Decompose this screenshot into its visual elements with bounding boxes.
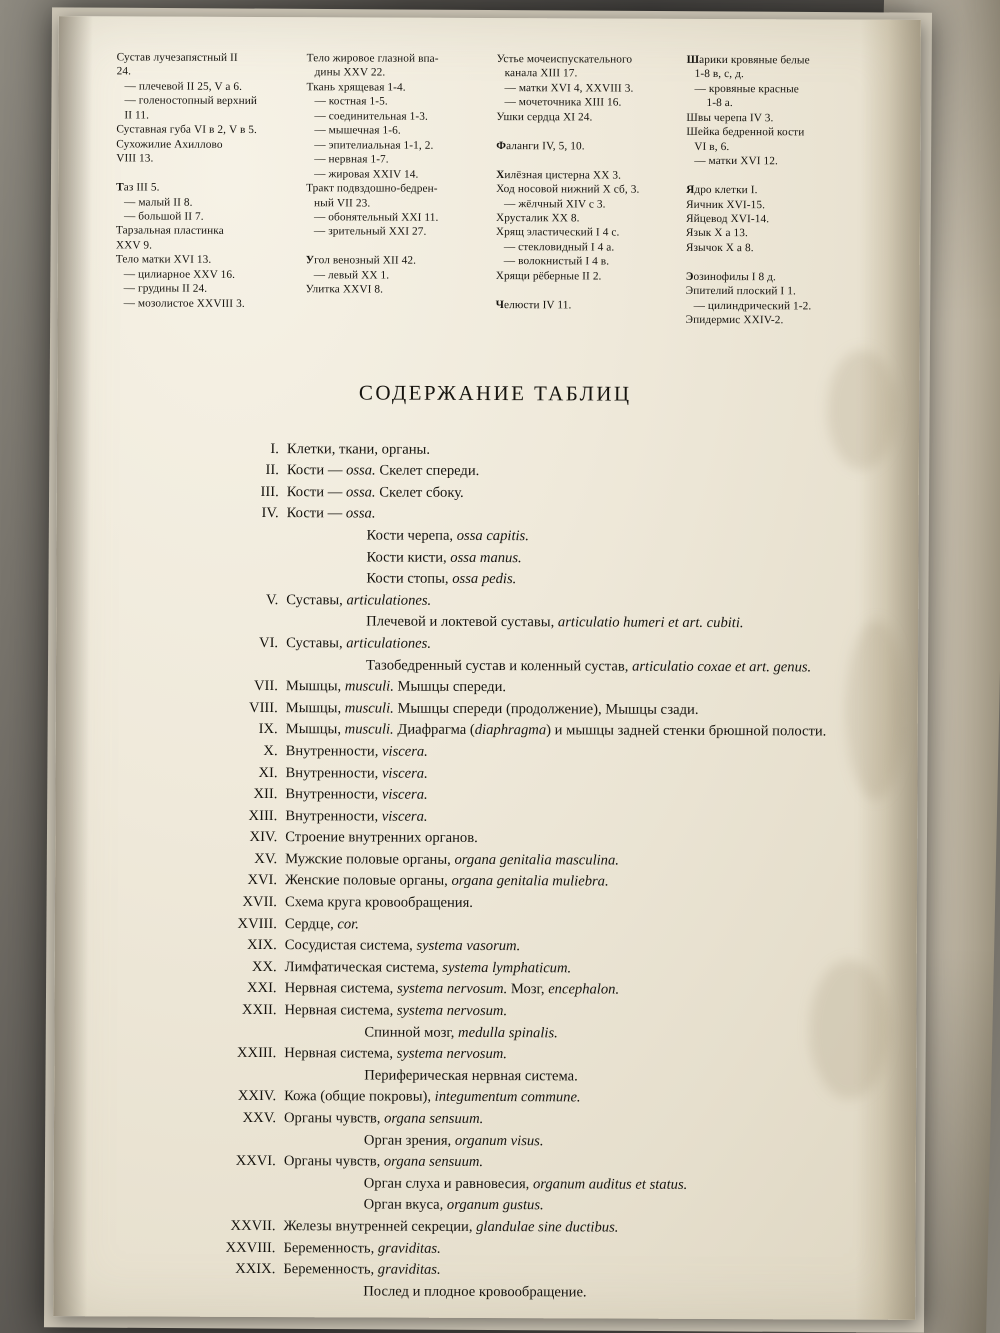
index-entry: — мочеточника XIII 16.	[504, 96, 622, 109]
toc-row	[204, 1043, 872, 1068]
index-entry: II 11.	[124, 109, 150, 122]
toc-row	[204, 1173, 872, 1198]
toc-row-number: VIII.	[249, 699, 278, 716]
toc-row-number: XIV.	[249, 829, 278, 846]
index-letter-lead: Х	[496, 168, 505, 181]
toc-row-number: XII.	[253, 786, 278, 803]
index-entry: 1-8 а.	[706, 97, 733, 110]
index-entry: — соединительная 1-3.	[314, 110, 428, 123]
toc-row-number: XVI.	[247, 872, 278, 889]
index-entry: — плечевой II 25, V а 6.	[124, 80, 243, 93]
index-entry	[496, 153, 676, 168]
page-content	[111, 50, 876, 1305]
index-entry: — грудины II 24.	[123, 282, 208, 296]
toc-row-text: Кости — ossa. Скелет сбоку.	[286, 483, 464, 501]
index-entry: — костная 1-5.	[314, 95, 388, 108]
toc-row-text: Беременность, graviditas.	[283, 1261, 441, 1278]
toc-row-text: Схема круга кровообращения.	[284, 894, 473, 912]
toc-row-text: Спинной мозг, medulla spinalis.	[364, 1024, 558, 1041]
toc-row	[207, 460, 875, 485]
page-gutter-shadow	[53, 16, 93, 1316]
toc-row-text: Мышцы, musculi. Мышцы спереди (продолжение), Мышцы сзади.	[285, 699, 699, 718]
toc-row-number: XXIII.	[236, 1045, 277, 1062]
toc-row-text: Кожа (общие покровы), integumentum commune.	[284, 1088, 581, 1106]
book-page	[53, 16, 921, 1320]
toc-row	[204, 1129, 872, 1154]
toc-row-number: XVIII.	[237, 915, 277, 932]
index-entry: Тракт подвздошно-бедрен-	[306, 182, 438, 195]
toc-row	[206, 590, 874, 615]
toc-row-number: XXI.	[246, 980, 277, 997]
index-entry: — цилиндрический 1-2.	[693, 299, 812, 313]
toc-row	[207, 525, 875, 550]
toc-row-text: Кости — ossa. Скелет спереди.	[286, 462, 480, 480]
toc-row	[206, 654, 874, 679]
index-entry	[116, 166, 296, 181]
index-entry: Сухожилие Ахиллово	[116, 138, 223, 151]
toc-row-text: Орган вкуса, organum gustus.	[363, 1196, 544, 1214]
index-entry: Суставная губа VI в 2, V в 5.	[116, 123, 258, 137]
index-entry: — стекловидный I 4 а.	[503, 240, 615, 254]
toc-row-text: Периферическая нервная система.	[364, 1067, 578, 1085]
index-entry: Устье мочеиспускательного	[496, 53, 633, 66]
toc-row-text: Нервная система, systema nervosum.	[284, 1045, 507, 1063]
toc-row-number: XI.	[258, 764, 278, 781]
toc-row-text: Суставы, articulationes.	[286, 591, 432, 609]
toc-row-text: Мужские половые органы, organa genitalia masculina.	[285, 851, 619, 869]
toc-row	[204, 1065, 872, 1090]
toc-row-number: X.	[263, 742, 278, 760]
toc-row-number: VI.	[259, 634, 279, 652]
toc-row-number: XXVI.	[235, 1153, 276, 1170]
toc-row-text: Органы чувств, organa sensuum.	[283, 1153, 484, 1171]
index-entry: — кровяные красные	[694, 82, 799, 96]
index-entry: Хрящи рёберные II 2.	[495, 269, 602, 283]
toc-row-number: XXV.	[242, 1109, 277, 1127]
toc-row-text: Орган зрения, organum visus.	[363, 1132, 544, 1149]
toc-row-number: III.	[260, 483, 279, 500]
index-entry: VI в, 6.	[694, 140, 730, 153]
toc-row	[205, 870, 873, 895]
index-entry: — голеностопный верхний	[124, 94, 258, 108]
index-entry: 24.	[116, 65, 132, 78]
toc-row	[204, 1151, 872, 1176]
index-letter-lead: Я	[686, 183, 695, 196]
toc-row	[206, 633, 874, 658]
toc-row-number: XIX.	[247, 937, 277, 954]
toc-row	[204, 1000, 872, 1025]
index-entry: Хрусталик XX 8.	[495, 212, 580, 225]
toc-row-text: Мышцы, musculi. Мышцы спереди.	[285, 678, 507, 696]
toc-row-number: XXIX.	[235, 1261, 276, 1278]
index-entry: Эозинофилы I 8 д.	[685, 270, 777, 284]
toc-row	[204, 1194, 872, 1219]
toc-row	[207, 438, 875, 463]
index-column-3	[495, 52, 686, 327]
toc-row-text: Нервная система, systema nervosum.	[284, 1002, 508, 1020]
index-entry: Улитка XXVI 8.	[305, 283, 384, 296]
toc-row-number: VII.	[253, 678, 278, 695]
index-columns	[115, 50, 876, 328]
index-entry: Тело жировое глазной впа-	[306, 52, 439, 65]
index-entry: Челюсти IV 11.	[495, 298, 572, 312]
index-entry: — эпителиальная 1-1, 2.	[314, 138, 434, 152]
toc-row	[205, 784, 873, 809]
toc-row-number: V.	[265, 591, 279, 608]
index-entry: — обонятельный XXI 11.	[313, 211, 439, 224]
toc-row-number: IX.	[258, 721, 278, 738]
toc-row-text: Суставы, articulationes.	[286, 635, 432, 652]
index-entry: — матки XVI 12.	[694, 155, 778, 168]
toc-row	[206, 568, 874, 593]
toc-row-text: Плечевой и локтевой суставы, articulatio humeri et art. cubiti.	[366, 613, 744, 632]
toc-row-number: XV.	[254, 850, 278, 867]
index-entry: Яйцевод XVI-14.	[685, 212, 770, 226]
toc-row	[203, 1259, 871, 1284]
index-entry: — матки XVI 4, XXVIII 3.	[504, 81, 634, 95]
toc-row	[207, 503, 875, 528]
toc-row-text: Тазобедренный сустав и коленный сустав, articulatio coxae et art. genus.	[365, 657, 812, 675]
index-letter-lead: Э	[685, 270, 694, 283]
index-entry: — большой II 7.	[123, 210, 204, 223]
index-column-4	[685, 53, 876, 328]
toc-row	[204, 1108, 872, 1133]
toc-row-text: Лимфатическая система, systema lymphaticum.	[284, 958, 572, 977]
index-letter-lead: Ч	[495, 298, 505, 311]
toc-row-number: XXVIII.	[225, 1239, 276, 1256]
index-entry	[496, 283, 676, 298]
toc-row	[205, 849, 873, 874]
toc-row-text: Внутренности, viscera.	[285, 743, 428, 760]
index-letter-lead: У	[305, 254, 315, 267]
page-title: СОДЕРЖАНИЕ ТАБЛИЦ	[358, 380, 632, 406]
index-entry: — нервная 1-7.	[314, 153, 389, 166]
toc-row-text: Внутренности, viscera.	[285, 807, 428, 825]
toc-row	[205, 762, 873, 787]
toc-row-number: I.	[270, 440, 279, 457]
index-entry: Тело матки XVI 13.	[115, 253, 212, 267]
toc-row	[205, 935, 873, 960]
toc-row-text: Беременность, graviditas.	[283, 1239, 441, 1257]
index-letter-lead: Ш	[686, 53, 700, 66]
toc-row-number: II.	[265, 462, 279, 479]
index-letter-lead: Т	[116, 181, 124, 194]
toc-row	[203, 1237, 871, 1262]
toc-row-text: Кости кисти, ossa manus.	[366, 549, 522, 566]
index-entry: Эпидермис XXIV-2.	[685, 314, 784, 327]
index-letter-lead: Ф	[496, 139, 507, 152]
toc-row-text: Клетки, ткани, органы.	[286, 440, 431, 458]
toc-row-text: Мышцы, musculi. Диафрагма (diaphragma) и мышцы задней стенки брюшной полости.	[285, 721, 827, 740]
toc-row-number: XVII.	[242, 894, 278, 911]
toc-row	[206, 611, 874, 636]
toc-row-number: XX.	[251, 958, 277, 975]
toc-row-number: XIII.	[248, 807, 278, 824]
index-entry: Фаланги IV, 5, 10.	[496, 139, 585, 153]
index-entry: Хрящ эластический I 4 с.	[495, 226, 620, 240]
index-entry: дины XXV 22.	[314, 66, 386, 80]
toc-row	[204, 1021, 872, 1046]
index-entry: — малый II 8.	[124, 195, 193, 209]
toc-row-text: Послед и плодное кровообращение.	[363, 1283, 587, 1301]
index-entry: — жёлчный XIV с 3.	[504, 197, 606, 211]
toc-row	[203, 1281, 871, 1306]
index-entry	[496, 124, 676, 139]
index-entry: — цилиарное XXV 16.	[123, 268, 236, 281]
index-entry: ный VII 23.	[314, 196, 371, 210]
toc-row	[205, 913, 873, 938]
toc-row-text: Кости черепа, ossa capitis.	[366, 527, 529, 545]
index-column-1	[115, 50, 306, 325]
index-entry: Ядро клетки I.	[686, 183, 758, 197]
index-entry: 1-8 в, с, д.	[694, 68, 744, 81]
toc-row-text: Внутренности, viscera.	[285, 764, 428, 782]
toc-row-number: IV.	[261, 505, 279, 522]
toc-row-text: Сердце, cor.	[284, 915, 359, 933]
toc-row	[205, 978, 873, 1003]
toc-row	[207, 482, 875, 507]
toc-row-text: Орган слуха и равновесия, organum auditus et status.	[363, 1175, 688, 1193]
index-entry: — мышечная 1-6.	[314, 124, 401, 137]
toc-row	[205, 805, 873, 830]
toc-row-text: Железы внутренней секреции, glandulae sine ductibus.	[283, 1218, 619, 1236]
toc-row	[206, 698, 874, 723]
toc-row	[206, 719, 874, 744]
index-entry: Шейка бедренной кости	[686, 126, 805, 139]
toc-row	[205, 957, 873, 982]
table-of-contents	[111, 438, 875, 1305]
toc-row	[205, 892, 873, 917]
toc-row	[206, 546, 874, 571]
index-entry: — мозолистое XXVIII 3.	[123, 297, 245, 310]
index-entry: — волокнистый I 4 в.	[503, 255, 610, 268]
toc-row	[205, 827, 873, 852]
index-entry: Яичник XVI-15.	[685, 198, 766, 211]
index-entry: Хилёзная цистерна XX 3.	[496, 168, 622, 182]
toc-row	[204, 1086, 872, 1111]
toc-row-text: Кости — ossa.	[286, 505, 376, 522]
toc-row	[204, 1216, 872, 1241]
index-entry: Таз III 5.	[116, 181, 160, 194]
toc-row-number: XXIV.	[237, 1088, 277, 1105]
index-entry: Ушки сердца XI 24.	[496, 110, 593, 124]
index-entry: Ткань хрящевая 1-4.	[306, 81, 406, 94]
toc-row-text: Органы чувств, organa sensuum.	[283, 1110, 484, 1128]
toc-row-text: Кости стопы, ossa pedis.	[366, 570, 517, 588]
toc-row-text: Сосудистая система, systema vasorum.	[284, 937, 521, 955]
toc-row	[206, 676, 874, 701]
index-column-2	[305, 51, 496, 326]
index-entry: Угол венозный XII 42.	[305, 254, 417, 268]
toc-row-number: XXVII.	[230, 1217, 276, 1235]
index-entry: VIII 13.	[116, 152, 154, 165]
index-entry: Язык X а 13.	[685, 227, 748, 240]
index-entry	[686, 168, 866, 183]
index-entry: Ход носовой нижний X сб, 3.	[496, 183, 640, 196]
index-entry: — зрительный XXI 27.	[313, 225, 427, 239]
index-entry: Швы черепа IV 3.	[686, 111, 774, 125]
index-entry: Шарики кровяные белые	[686, 53, 810, 67]
index-entry	[306, 239, 486, 254]
toc-row-text: Строение внутренних органов.	[285, 829, 478, 847]
index-entry: Сустав лучезапястный II	[116, 51, 238, 64]
index-entry: канала XIII 17.	[504, 67, 578, 80]
index-entry: Язычок X а 8.	[685, 241, 754, 255]
index-entry: — жировая XXIV 14.	[314, 167, 419, 181]
toc-row-number: XXII.	[242, 1001, 277, 1019]
toc-row-text: Женские половые органы, organa genitalia muliebra.	[285, 872, 609, 891]
index-entry: Эпителий плоский I 1.	[685, 285, 796, 298]
toc-row-text: Нервная система, systema nervosum. Мозг, encephalon.	[284, 980, 620, 999]
index-entry	[686, 255, 866, 270]
index-entry: XXV 9.	[115, 239, 153, 252]
toc-row	[206, 741, 874, 766]
toc-row-text: Внутренности, viscera.	[285, 786, 428, 803]
index-entry: — левый XX 1.	[313, 269, 390, 282]
index-entry: Тарзальная пластинка	[115, 224, 224, 238]
